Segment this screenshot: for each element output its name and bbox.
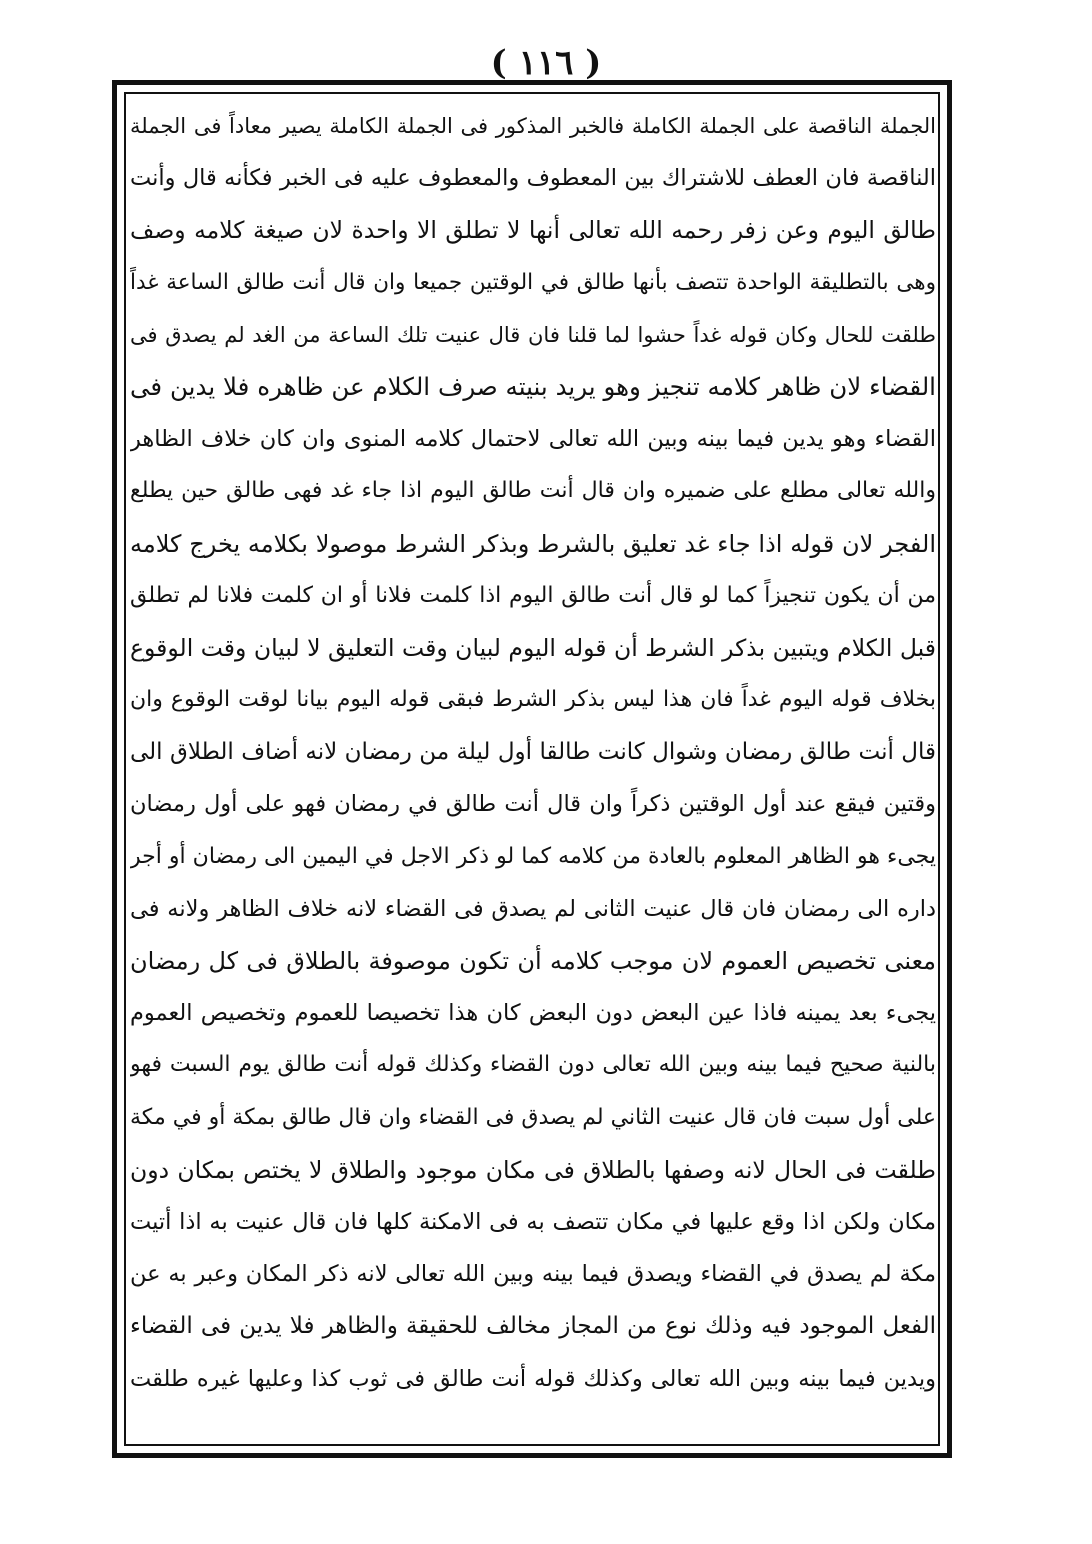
text-line: بخلاف قوله اليوم غداً فان هذا ليس بذكر الشرط فبقى قوله اليوم بيانا لوقت الوقوع وان [130,687,936,713]
body-text [130,100,936,1440]
text-line: وقتين فيقع عند أول الوقتين ذكراً وان قال أنت طالق في رمضان فهو على أول رمضان [130,791,936,818]
text-line: معنى تخصيص العموم لان موجب كلامه أن تكون موصوفة بالطلاق فى كل رمضان [130,947,936,975]
text-line: مكان ولكن اذا وقع عليها في مكان تتصف به فى الامكنة كلها فان قال عنيت به اذا أتيت [130,1208,936,1235]
text-line: القضاء لان ظاهر كلامه تنجيز وهو يريد بنيته صرف الكلام عن ظاهره فلا يدين فى [130,371,936,401]
text-line: يجىء هو الظاهر المعلوم بالعادة من كلامه كما لو ذكر الاجل في اليمين الى رمضان أو أجر [130,843,936,869]
text-line: مكة لم يصدق في القضاء ويصدق فيما بينه وبين الله تعالى لانه ذكر المكان وعبر به عن [130,1261,936,1288]
text-line: على أول سبت فان قال عنيت الثاني لم يصدق فى القضاء وان قال طالق بمكة أو في مكة [130,1104,936,1130]
text-line: طالق اليوم وعن زفر رحمه الله تعالى أنها لا تطلق الا واحدة لان صيغة كلامه وصف [130,216,936,245]
text-line: والله تعالى مطلع على ضميره وان قال أنت طالق اليوم اذا جاء غد فهى طالق حين يطلع [130,478,936,504]
text-line: الجملة الناقصة على الجملة الكاملة فالخبر المذكور فى الجملة الكاملة يصير معاداً فى الجملة [130,114,936,138]
text-line: قال أنت طالق رمضان وشوال كانت طالقا أول ليلة من رمضان لانه أضاف الطلاق الى [130,739,936,766]
text-line: ويدين فيما بينه وبين الله تعالى وكذلك قوله أنت طالق فى ثوب كذا وعليها غيره طلقت [130,1365,936,1392]
text-line: قبل الكلام ويتبين بذكر الشرط أن قوله اليوم لبيان وقت التعليق لا لبيان وقت الوقوع [130,633,936,662]
text-line: القضاء وهو يدين فيما بينه وبين الله تعالى لاحتمال كلامه المنوى وان كان خلاف الظاهر [130,426,936,453]
text-line: داره الى رمضان فان قال عنيت الثانى لم يصدق فى القضاء لانه خلاف الظاهر ولانه فى [130,895,936,922]
text-line: من أن يكون تنجيزاً كما لو قال أنت طالق اليوم اذا كلمت فلانا أو ان كلمت فلانا لم تطلق [130,582,936,608]
text-line: الناقصة فان العطف للاشتراك بين المعطوف والمعطوف عليه فى الخبر فكأنه قال وأنت [130,165,936,192]
text-line: وهى بالتطليقة الواحدة تتصف بأنها طالق في الوقتين جميعا وان قال أنت طالق الساعة غداً [130,269,936,295]
text-line: يجىء بعد يمينه فاذا عين البعض دون البعض كان هذا تخصيصا للعموم وتخصيص العموم [130,1000,936,1027]
text-line: الفجر لان قوله اذا جاء غد تعليق بالشرط وبذكر الشرط موصولا بكلامه يخرج كلامه [130,529,936,558]
text-line: الفعل الموجود فيه وذلك نوع من المجاز مخالف للحقيقة والظاهر فلا يدين فى القضاء [130,1313,936,1340]
text-line: طلقت للحال وكان قوله غداً حشوا لما قلنا فان قال عنيت تلك الساعة من الغد لم يصدق فى [130,322,936,347]
text-line: بالنية صحيح فيما بينه وبين الله تعالى دون القضاء وكذلك قوله أنت طالق يوم السبت فهو [130,1052,936,1078]
text-line: طلقت فى الحال لانه وصفها بالطلاق فى مكان موجود والطلاق لا يختص بمكان دون [130,1155,936,1184]
page-number: ( ١١٦ ) [490,43,602,83]
